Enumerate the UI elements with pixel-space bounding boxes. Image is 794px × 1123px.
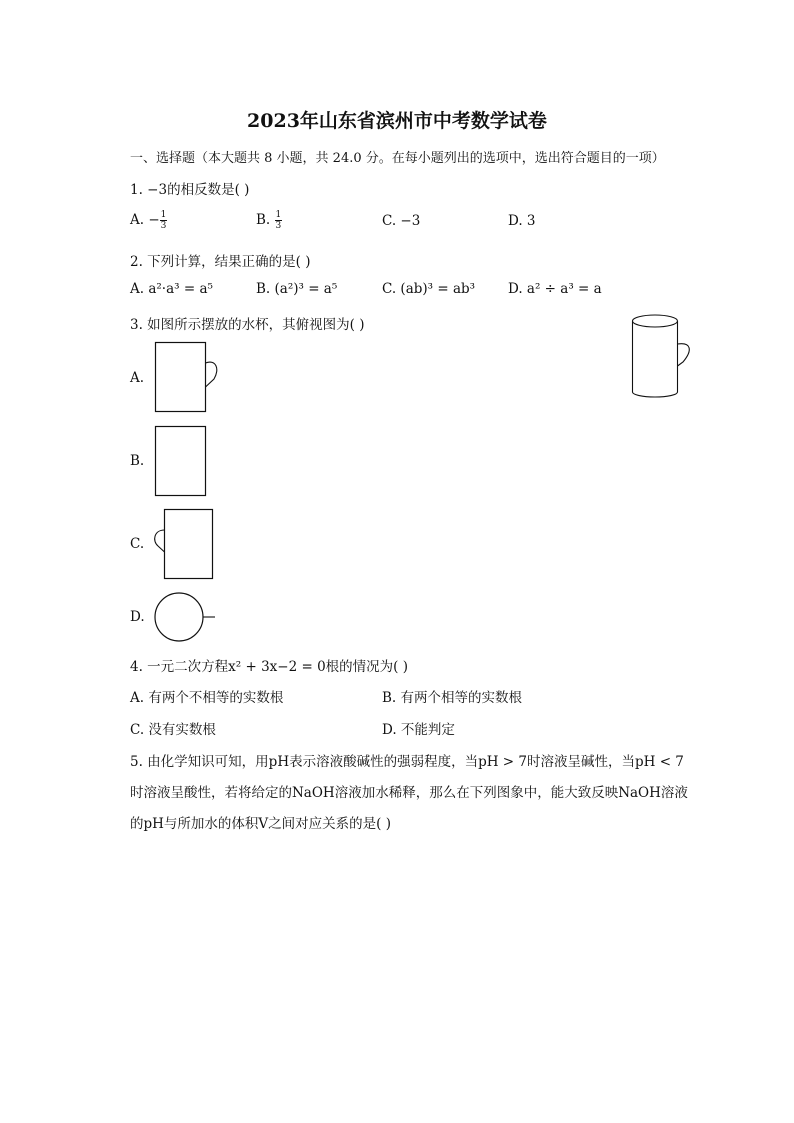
q1-option-b-denominator: 3 [275,221,282,231]
q1-option-b-label: B. [256,212,271,228]
q3-option-c-figure [150,508,216,580]
question-5-line-3: 的pH与所加水的体积V之间对应关系的是( ) [130,816,391,832]
q1-option-d: D. 3 [508,213,536,229]
question-5-line-2: 时溶液呈酸性，若将给定的NaOH溶液加水稀释，那么在下列图象中，能大致反映NaOH溶液 [130,785,688,801]
q4-option-a: A. 有两个不相等的实数根 [130,690,284,706]
q3-option-d-label: D. [130,609,145,625]
q2-option-a: A. a²·a³ = a⁵ [130,281,213,297]
cup-base [633,392,678,397]
q1-option-b-numerator: 1 [275,210,282,220]
q3-c-rectangle [165,510,213,579]
q4-option-d: D. 不能判定 [382,722,455,738]
q1-option-a [130,210,167,231]
q1-option-c: C. −3 [382,213,421,229]
question-4-stem: 4. 一元二次方程x² + 3x−2 = 0根的情况为( ) [130,659,409,675]
q3-option-a-figure [154,341,224,413]
q1-option-b-fraction [275,210,283,231]
q3-b-rectangle [156,427,206,496]
q1-option-a-fraction [160,210,168,231]
q4-option-c: C. 没有实数根 [130,722,216,738]
q1-option-a-numerator: 1 [160,210,167,220]
q2-option-d: D. a² ÷ a³ = a [508,281,602,297]
q3-option-c-label: C. [130,536,145,552]
q1-option-a-denominator: 3 [160,221,167,231]
q3-c-handle [155,530,165,552]
question-1-stem: 1. −3的相反数是( ) [130,182,250,198]
question-3-stem: 3. 如图所示摆放的水杯，其俯视图为( ) [130,317,365,333]
q2-option-b: B. (a²)³ = a⁵ [256,281,338,297]
q3-option-d-figure [154,592,220,644]
q3-option-b-label: B. [130,453,145,469]
q1-option-a-sign: − [148,212,160,228]
cup-rim [633,315,678,327]
q3-d-circle [155,593,203,641]
cup-handle [678,344,690,366]
q3-a-rectangle [156,343,206,412]
q2-option-c: C. (ab)³ = ab³ [382,281,476,297]
cup-illustration [625,312,695,398]
q4-option-b: B. 有两个相等的实数根 [382,690,523,706]
page-title: 2023年山东省滨州市中考数学试卷 [247,110,547,132]
question-5-line-1: 5. 由化学知识可知，用pH表示溶液酸碱性的强弱程度，当pH > 7时溶液呈碱性，当pH < 7 [130,754,684,770]
q3-option-a-label: A. [130,370,145,386]
q3-a-handle [206,362,217,387]
question-2-stem: 2. 下列计算，结果正确的是( ) [130,254,311,270]
section-heading: 一、选择题（本大题共 8 小题，共 24.0 分。在每小题列出的选项中，选出符合题目的一项） [130,151,665,166]
q1-option-b [256,210,282,231]
q1-option-a-label: A. [130,212,145,228]
q3-option-b-figure [154,425,210,497]
